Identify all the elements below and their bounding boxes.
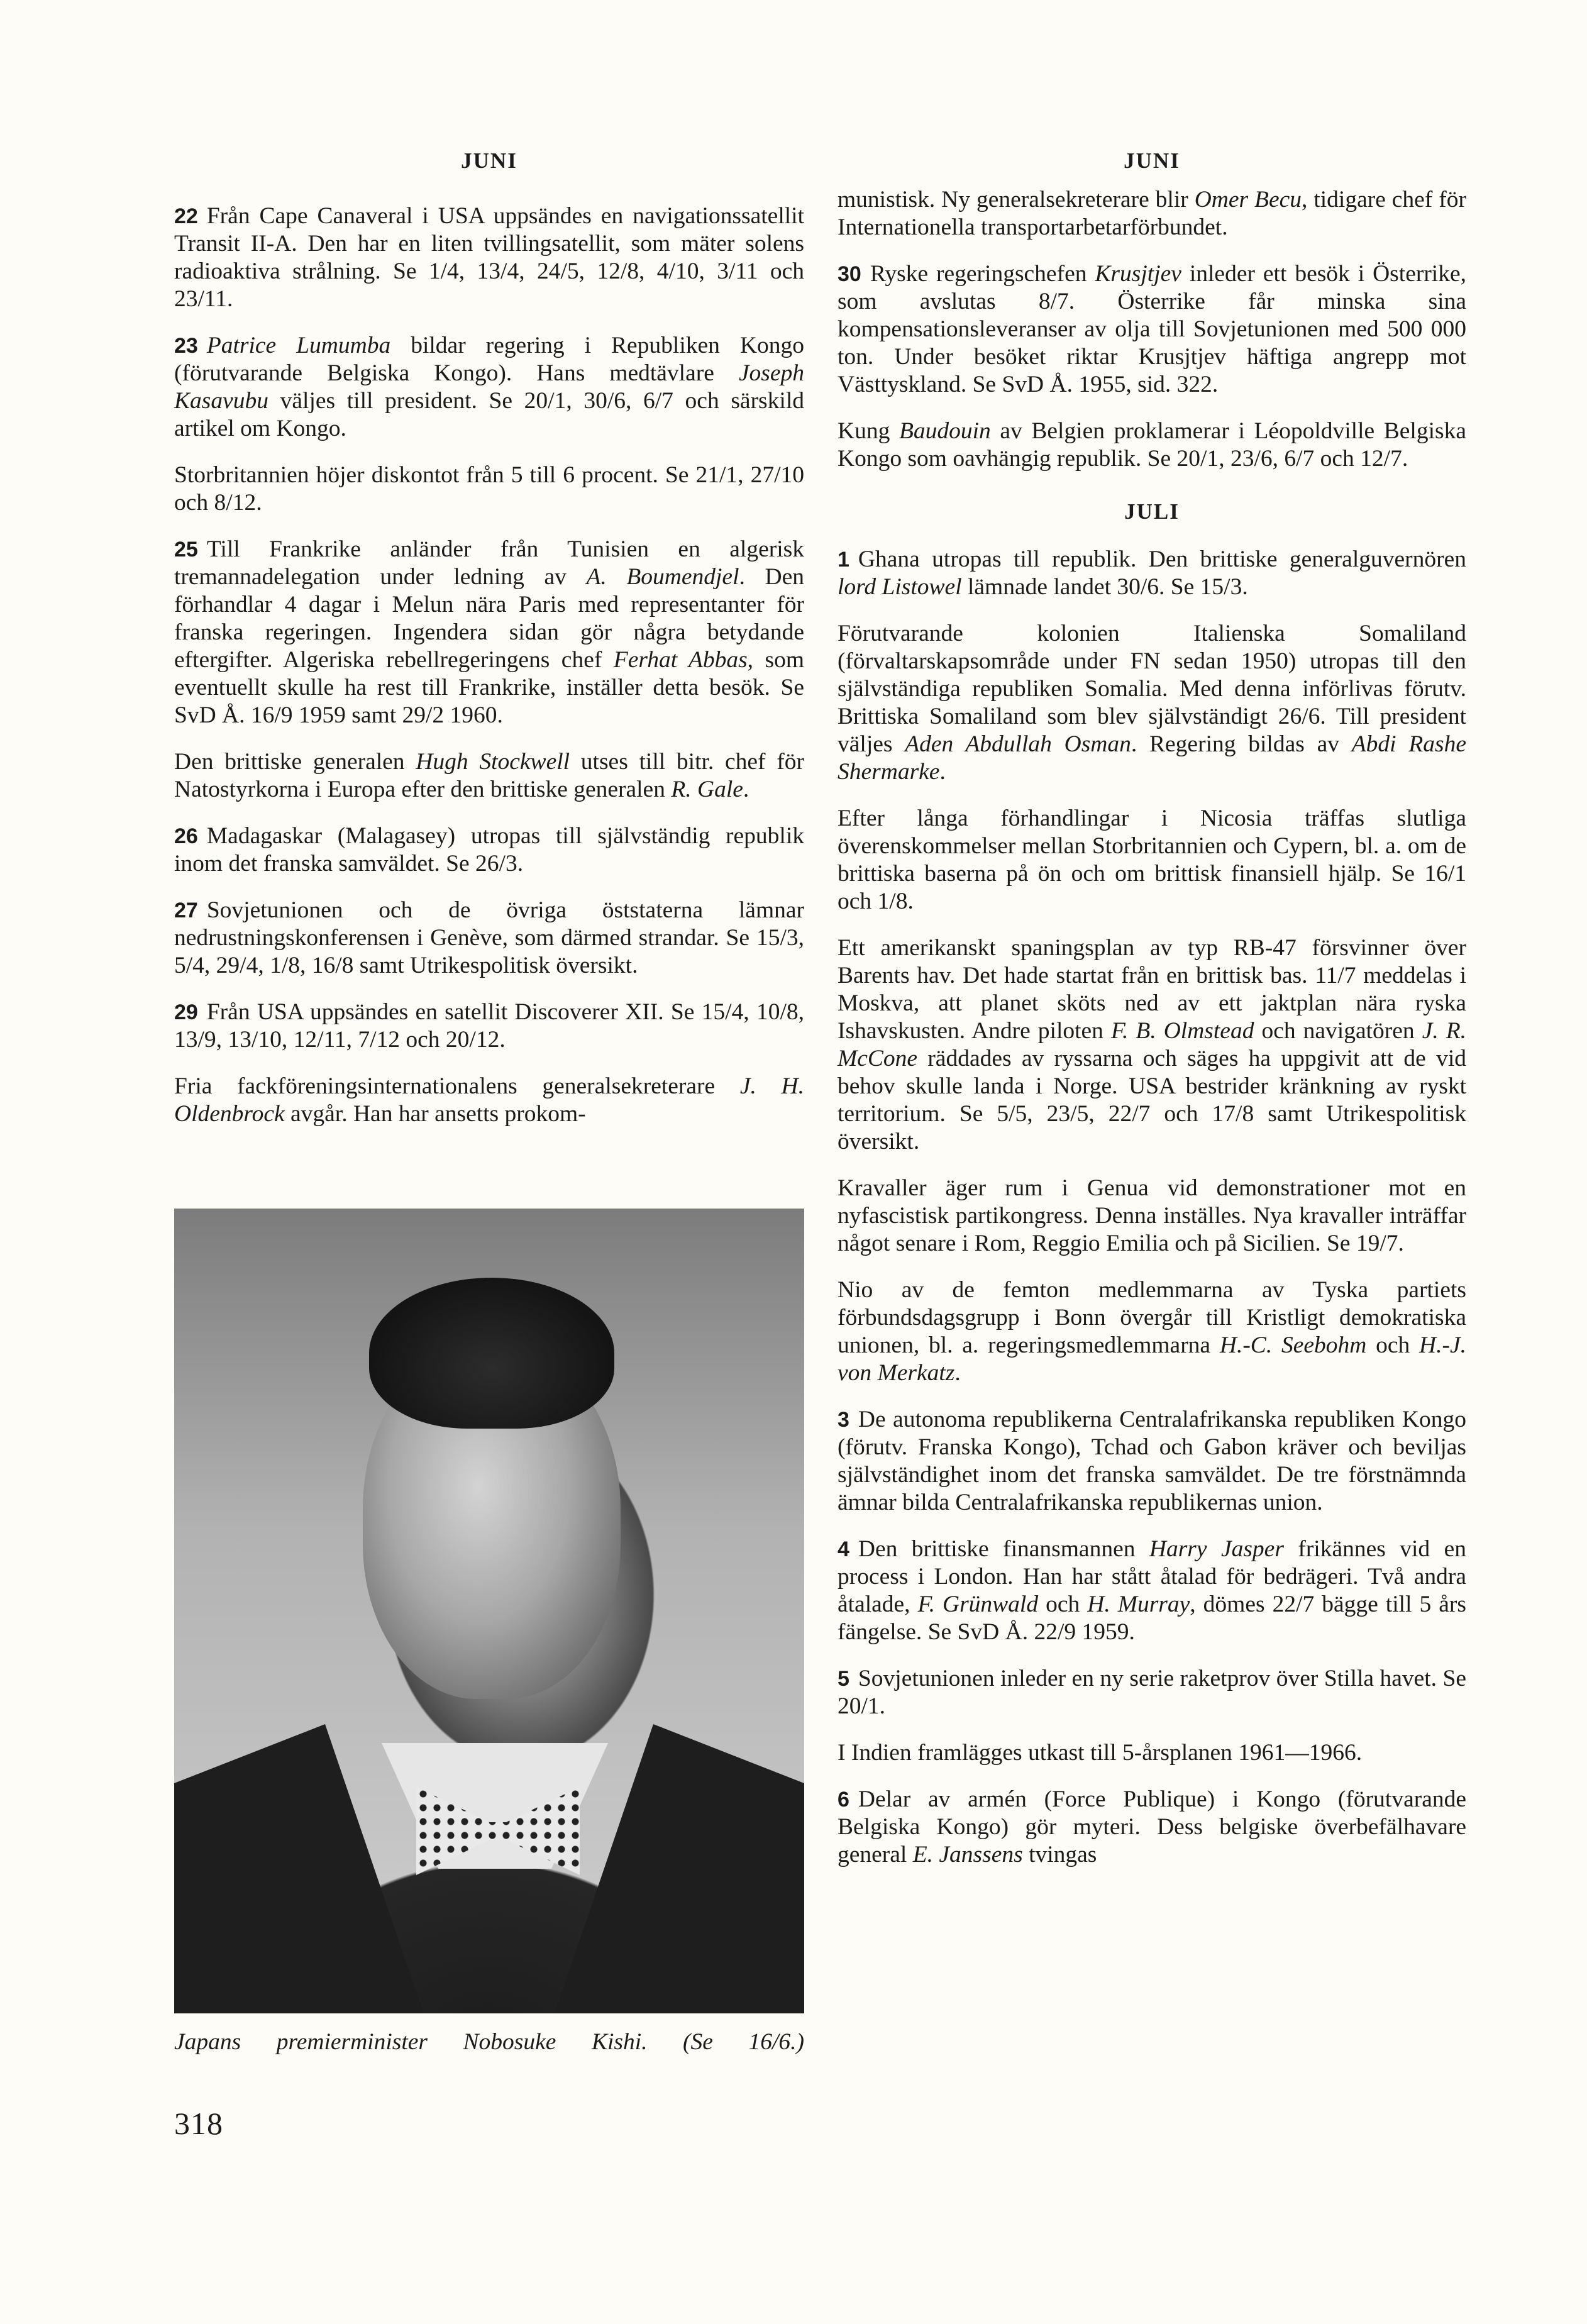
entry-continued: munistisk. Ny generalsekreterare blir Omer Becu, tidigare chef för Internationella transportarbetarförbundet.: [838, 187, 1466, 240]
entry-5-jul: 5 Sovjetunionen inleder en ny serie raketprov över Stilla havet. Se 20/1.: [838, 1666, 1466, 1719]
left-column-heading: JUNI: [461, 148, 517, 173]
entry-1-jul: 1 Ghana utropas till republik. Den brittiske generalguvernören lord Listowel lämnade landet 30/6. Se 15/3.: [838, 546, 1466, 600]
entry-22-jun: 22 Från Cape Canaveral i USA uppsändes en navigationssatellit Transit II-A. Den har en liten tvillingsatellit, som mäter solens radioaktiva strålning. Se 1/4, 13/4, 24/5, 12/8, 4/10, 3/11 och 23/11.: [174, 203, 804, 312]
entry-25-jun: 25 Till Frankrike anländer från Tunisien en algerisk tremannadelegation under ledning av A. Boumendjel. Den förhandlar 4 dagar i Melun nära Paris med representanter för franska regeringen. Ingendera sidan gör några betydande eftergifter. Algeriska rebellregeringens chef Ferhat Abbas, som eventuellt skulle ha rest till Frankrike, inställer detta besök. Se SvD Å. 16/9 1959 samt 29/2 1960.: [174, 536, 804, 728]
entry-29-jun: 29 Från USA uppsändes en satellit Discoverer XII. Se 15/4, 10/8, 13/9, 13/10, 12/11, 7/12 och 20/12.: [174, 999, 804, 1053]
portrait-figure: [174, 1209, 804, 2056]
entry-23-jun-b: Storbritannien höjer diskontot från 5 till 6 procent. Se 21/1, 27/10 och 8/12.: [174, 462, 804, 516]
jacket-left: [174, 1724, 426, 2013]
entry-23-jun: 23 Patrice Lumumba bildar regering i Republiken Kongo (förutvarande Belgiska Kongo). Hans medtävlare Joseph Kasavubu väljes till president. Se 20/1, 30/6, 6/7 och särskild artikel om Kongo.: [174, 333, 804, 441]
right-column-heading: JUNI: [1124, 148, 1180, 173]
entry-30-jun-b: Kung Baudouin av Belgien proklamerar i Léopoldville Belgiska Kongo som oavhängig republik. Se 20/1, 23/6, 6/7 och 12/7.: [838, 418, 1466, 472]
page-number: 318: [174, 2106, 223, 2141]
entry-1-jul-f: Nio av de femton medlemmarna av Tyska partiets förbundsdagsgrupp i Bonn övergår till Kristligt demokratiska unionen, bl. a. regeringsmedlemmarna H.-C. Seebohm och H.-J. von Merkatz.: [838, 1277, 1466, 1386]
entry-5-jul-b: I Indien framlägges utkast till 5-årsplanen 1961—1966.: [838, 1740, 1363, 1766]
hair: [369, 1278, 614, 1429]
left-column: [174, 143, 804, 1147]
entry-3-jul: 3 De autonoma republikerna Centralafrikanska republiken Kongo (förutv. Franska Kongo), Tchad och Gabon kräver och beviljas självständighet inom det franska samväldet. De tre förstnämnda ämnar bilda Centralafrikanska republikernas union.: [838, 1407, 1466, 1515]
juli-heading: JULI: [1124, 499, 1180, 524]
entry-4-jul: 4 Den brittiske finansmannen Harry Jasper frikännes vid en process i London. Han har stått åtalad för bedrägeri. Två andra åtalade, F. Grünwald och H. Murray, dömes 22/7 bägge till 5 års fängelse. Se SvD Å. 22/9 1959.: [838, 1536, 1466, 1645]
entry-1-jul-b: Förutvarande kolonien Italienska Somaliland (förvaltarskapsområde under FN sedan 1950) utropas till den självständiga republiken Somalia. Med denna införlivas förutv. Brittiska Somaliland som blev självständigt 26/6. Till president väljes Aden Abdullah Osman. Regering bildas av Abdi Rashe Shermarke.: [838, 621, 1466, 785]
entry-6-jul: 6 Delar av armén (Force Publique) i Kongo (förutvarande Belgiska Kongo) gör myteri. Dess belgiske överbefälhavare general E. Janssens tvingas: [838, 1786, 1466, 1868]
entry-30-jun: 30 Ryske regeringschefen Krusjtjev inleder ett besök i Österrike, som avslutas 8/7. Österrike får minska sina kompensationsleveranser av olja till Sovjetunionen med 500 000 ton. Under besöket riktar Krusjtjev häftiga angrepp mot Västtyskland. Se SvD Å. 1955, sid. 322.: [838, 261, 1466, 397]
photo-caption: Japans premierminister Nobosuke Kishi. (Se 16/6.): [174, 2029, 804, 2055]
entry-25-jun-b: Den brittiske generalen Hugh Stockwell utses till bitr. chef för Natostyrkorna i Europa efter den brittiske generalen R. Gale.: [174, 749, 804, 802]
entry-26-jun: 26 Madagaskar (Malagasey) utropas till självständig republik inom det franska samväldet. Se 26/3.: [174, 823, 804, 877]
entry-1-jul-e: Kravaller äger rum i Genua vid demonstrationer mot en nyfascistisk partikongress. Denna inställes. Nya kravaller inträffar något senare i Rom, Reggio Emilia och på Sicilien. Se 19/7.: [838, 1175, 1466, 1256]
right-column: [838, 143, 1466, 1888]
entry-29-jun-b: Fria fackföreningsinternationalens generalsekreterare J. H. Oldenbrock avgår. Han har ansetts prokom-: [174, 1073, 804, 1127]
entry-1-jul-d: Ett amerikanskt spaningsplan av typ RB-47 försvinner över Barents hav. Det hade startat från en brittisk bas. 11/7 meddelas i Moskva, att planet sköts ned av ett jaktplan nära ryska Ishavskusten. Andre piloten F. B. Olmstead och navigatören J. R. McCone räddades av ryssarna och säges ha uppgivit att de vid behov skulle landa i Norge. USA bestrider kränkning av ryskt territorium. Se 5/5, 23/5, 22/7 och 17/8 samt Utrikespolitisk översikt.: [838, 935, 1467, 1154]
entry-1-jul-c: Efter långa förhandlingar i Nicosia träffas slutliga överenskommelser mellan Storbritannien och Cypern, bl. a. om de brittiska baserna på ön och om brittisk finansiell hjälp. Se 16/1 och 1/8.: [838, 805, 1466, 914]
entry-27-jun: 27 Sovjetunionen och de övriga öststaterna lämnar nedrustningskonferensen i Genève, som därmed strandar. Se 15/3, 5/4, 29/4, 1/8, 16/8 samt Utrikespolitisk översikt.: [174, 897, 804, 978]
portrait-photo: [174, 1209, 804, 2013]
